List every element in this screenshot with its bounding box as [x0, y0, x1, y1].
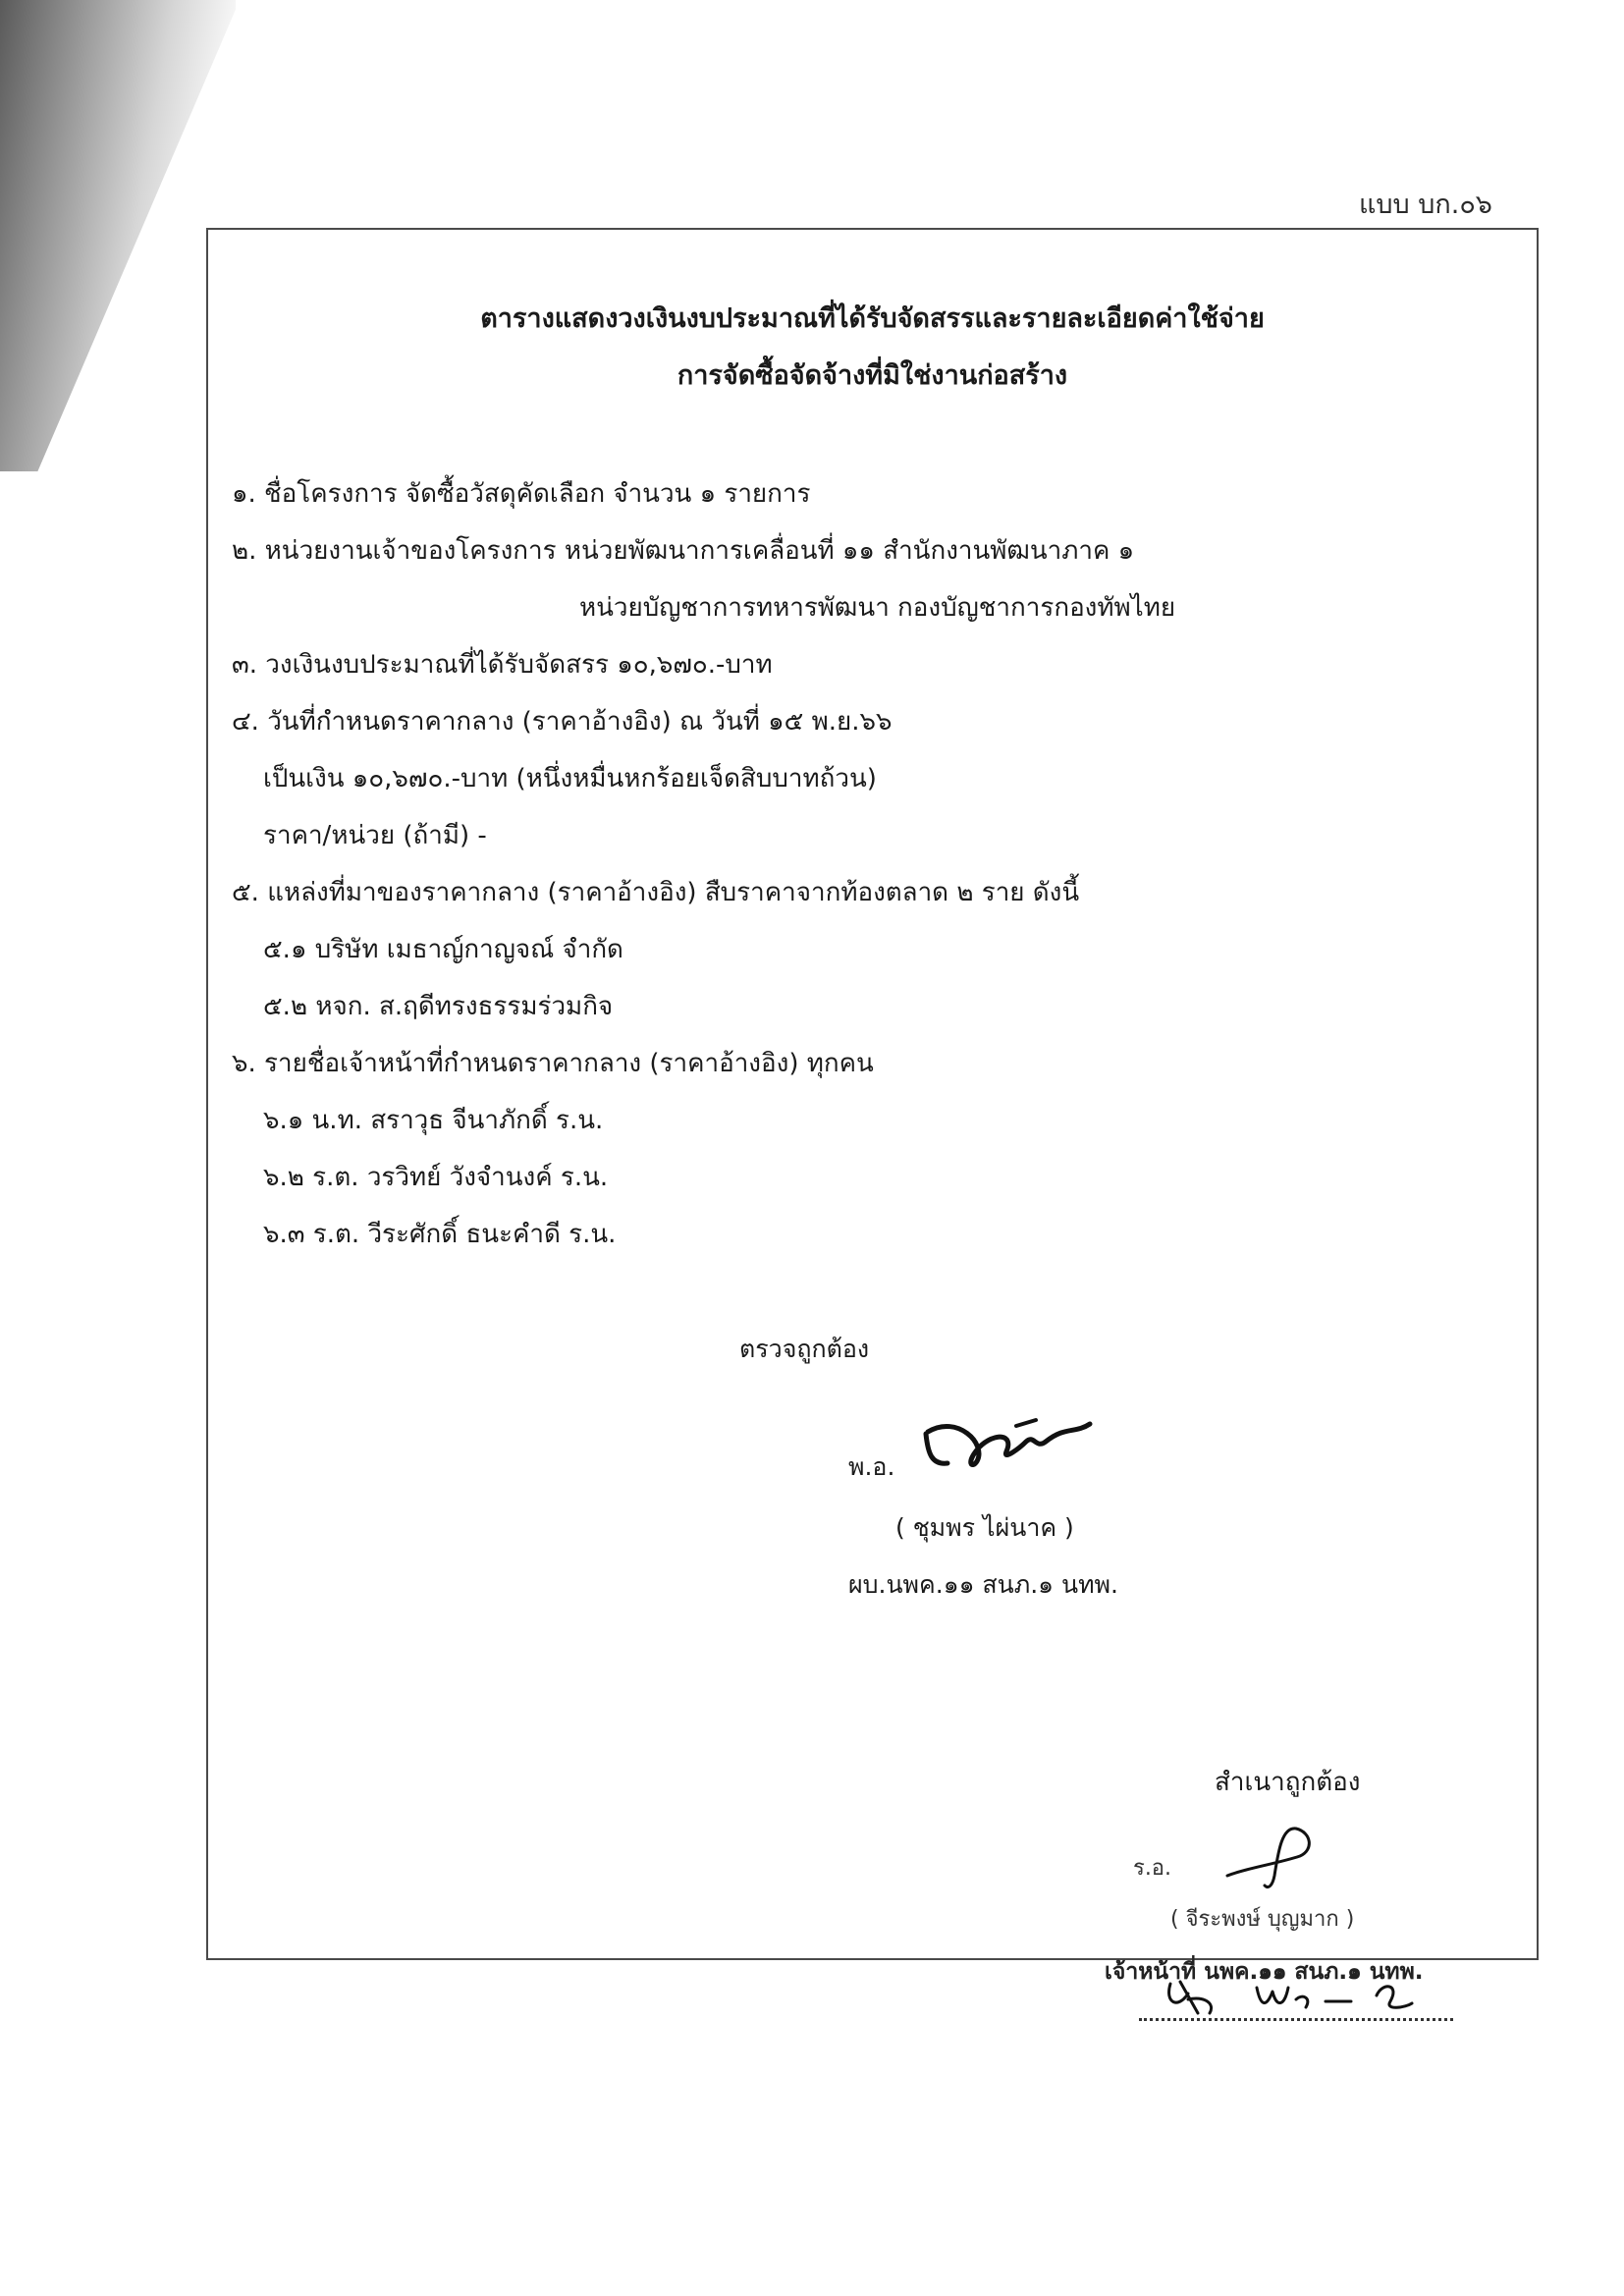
item-2-agency-cont: หน่วยบัญชาการทหารพัฒนา กองบัญชาการกองทัพไทย — [579, 593, 1176, 623]
verification-heading: ตรวจถูกต้อง — [739, 1335, 870, 1363]
certifier-signature — [1218, 1817, 1326, 1895]
item-4-reference-date: ๔. วันที่กำหนดราคากลาง (ราคาอ้างอิง) ณ วันที่ ๑๕ พ.ย.๖๖ — [232, 707, 893, 737]
document-subtitle: การจัดซื้อจัดจ้างที่มิใช่งานก่อสร้าง — [677, 360, 1068, 391]
item-3-budget: ๓. วงเงินงบประมาณที่ได้รับจัดสรร ๑๐,๖๗๐.-บาท — [232, 650, 773, 680]
item-5-2-vendor: ๕.๒ หจก. ส.ฤดีทรงธรรมร่วมกิจ — [263, 992, 614, 1021]
verifier-signature — [918, 1404, 1144, 1483]
item-4-unit-price: ราคา/หน่วย (ถ้ามี) - — [263, 821, 487, 850]
verification-rank: พ.อ. — [848, 1452, 895, 1481]
certified-copy-name: ( จีระพงษ์ บุญมาก ) — [1170, 1907, 1355, 1932]
document-title: ตารางแสดงวงเงินงบประมาณที่ได้รับจัดสรรและรายละเอียดค่าใช้จ่าย — [480, 303, 1265, 334]
form-code: แบบ บก.๐๖ — [1359, 190, 1492, 220]
item-1-project-name: ๑. ชื่อโครงการ จัดซื้อวัสดุคัดเลือก จำนวน ๑ รายการ — [232, 479, 811, 509]
document-frame — [206, 228, 1539, 1960]
item-6-2-officer: ๖.๒ ร.ต. วรวิทย์ วังจำนงค์ ร.น. — [263, 1163, 609, 1192]
item-4-amount: เป็นเงิน ๑๐,๖๗๐.-บาท (หนึ่งหมื่นหกร้อยเจ็ดสิบบาทถ้วน) — [263, 764, 877, 793]
item-5-price-source: ๕. แหล่งที่มาของราคากลาง (ราคาอ้างอิง) สืบราคาจากท้องตลาด ๒ ราย ดังนี้ — [232, 878, 1080, 907]
verification-name: ( ชุมพร ไผ่นาค ) — [895, 1513, 1074, 1542]
certified-copy-heading: สำเนาถูกต้อง — [1215, 1768, 1361, 1797]
certified-copy-rank: ร.อ. — [1133, 1856, 1172, 1881]
verification-position: ผบ.นพค.๑๑ สนภ.๑ นทพ. — [848, 1570, 1118, 1599]
item-6-officers: ๖. รายชื่อเจ้าหน้าที่กำหนดราคากลาง (ราคาอ้างอิง) ทุกคน — [232, 1049, 874, 1078]
item-5-1-vendor: ๕.๑ บริษัท เมธาญ์กาญจณ์ จำกัด — [263, 935, 623, 964]
item-6-1-officer: ๖.๑ น.ท. สราวุธ จีนาภักดิ์ ร.น. — [263, 1106, 604, 1135]
item-6-3-officer: ๖.๓ ร.ต. วีระศักดิ์ ธนะคำดี ร.น. — [263, 1220, 617, 1249]
scan-shadow — [0, 0, 236, 471]
certified-copy-position: เจ้าหน้าที่ นพค.๑๑ สนภ.๑ นทพ. — [1105, 1959, 1424, 1985]
item-2-agency: ๒. หน่วยงานเจ้าของโครงการ หน่วยพัฒนาการเคลื่อนที่ ๑๑ สำนักงานพัฒนาภาค ๑ — [232, 536, 1135, 566]
handwritten-date-mark — [1159, 1974, 1453, 2023]
date-dotted-line — [1139, 2018, 1453, 2021]
